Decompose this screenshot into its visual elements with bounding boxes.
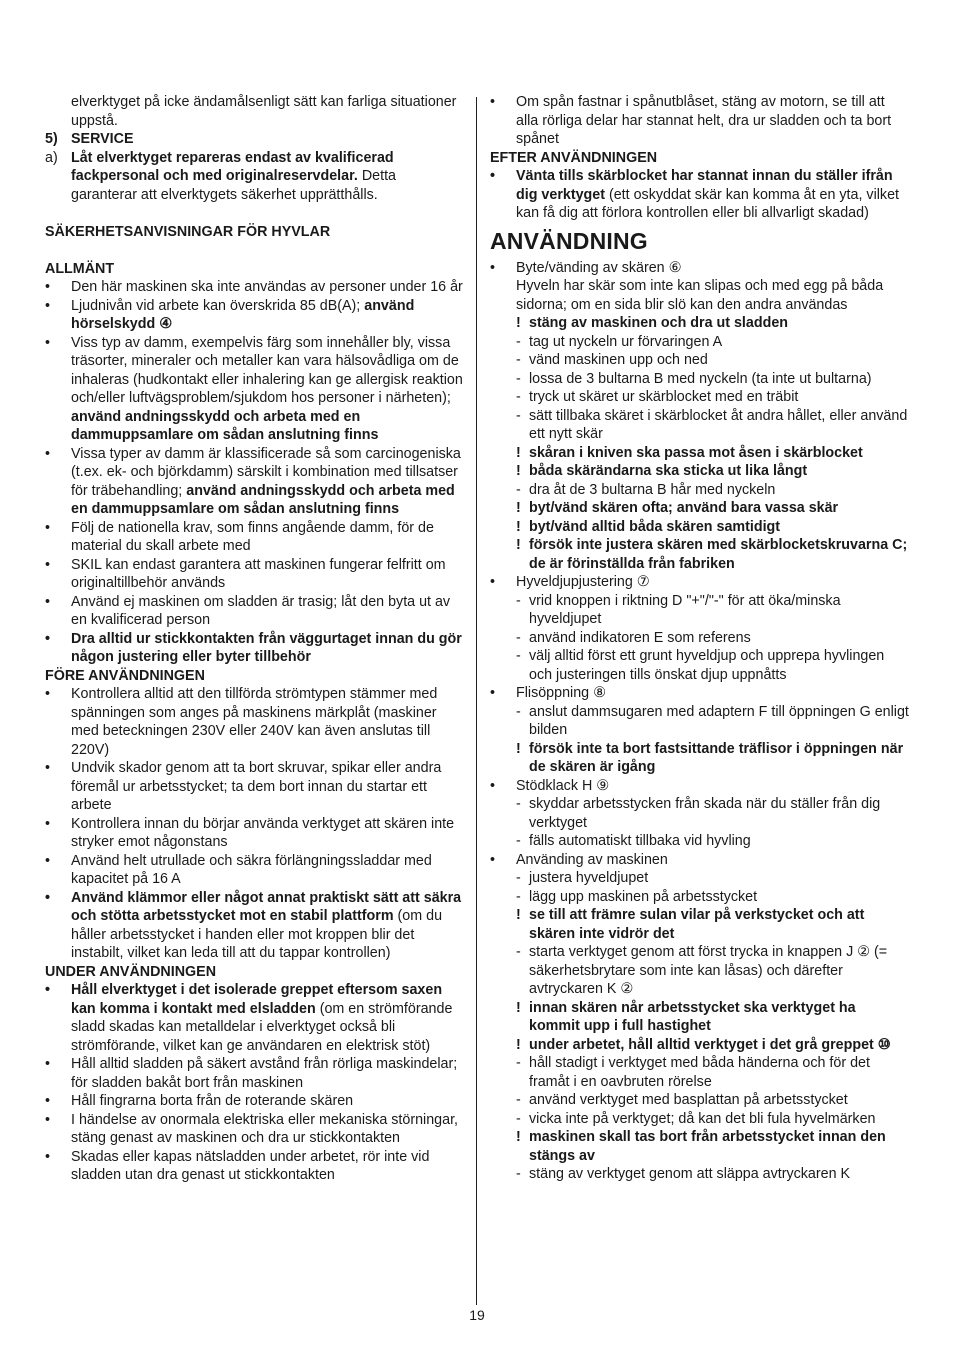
after-use-heading: EFTER ANVÄNDNINGEN [490, 149, 658, 166]
usage-heading: ANVÄNDNING [490, 227, 648, 254]
service-heading: 5) SERVICE [45, 131, 134, 147]
step-item: - anslut dammsugaren med adaptern F till öppningen G enligt bilden [516, 703, 909, 738]
step-item: - tryck ut skäret ur skärblocket med en träbit [516, 389, 799, 405]
step-item: - vicka inte på verktyget; då kan det bli fula hyvelmärken [516, 1110, 876, 1127]
list-item: • Skadas eller kapas nätsladden under arbetet, rör inte vid sladden utan dra genast ut stickkontakten [45, 1148, 430, 1183]
step-item: - håll stadigt i verktyget med båda händerna och för det framåt i en oavbruten rörelse [516, 1055, 870, 1090]
page-number: 19 [469, 1307, 485, 1323]
list-item: • Använd klämmor eller något annat praktiskt sätt att säkra och stötta arbetsstycket mot en stabil plattform (om du håller arbetsstycket i handen eller mot kroppen blir det instabilt, vilket kan leda till att du tappar kontrollen) [45, 889, 462, 961]
safety-heading: SÄKERHETSANVISNINGAR FÖR HYVLAR [45, 223, 331, 240]
list-item: • Vänta tills skärblocket har stannat innan du ställer ifrån dig verktyget (ett oskyddat skär kan komma åt en yta, vilket kan få dig att förlora kontrollen eller bli allvarligt skadad) [490, 168, 900, 221]
warning-item: ! maskinen skall tas bort från arbetsstycket innan den stängs av [516, 1129, 886, 1164]
step-item: - justera hyveldjupet [516, 870, 649, 886]
step-item: - använd verktyget med basplattan på arbetsstycket [516, 1092, 848, 1108]
list-item: • I händelse av onormala elektriska eller mekaniska störningar, stäng genast av maskinen och dra ur stickkontakten [45, 1111, 459, 1146]
warning-item: ! byt/vänd alltid båda skären samtidigt [516, 518, 781, 535]
list-item: • Dra alltid ur stickkontakten från väggurtaget innan du gör någon justering eller byter tillbehör [45, 630, 462, 665]
right-column [490, 93, 910, 1184]
step-item: - fälls automatiskt tillbaka vid hyvling [516, 833, 751, 849]
list-item: • Vissa typer av damm är klassificerade så som carcinogeniska (t.ex. ek- och björkdamm) särskilt i kombination med tillsatser för träbehandling; använd andningsskydd och arbeta med en dammuppsamlare om sådan anslutning finns [45, 445, 461, 517]
usage-item-depth: • Hyveldjupjustering ⑦ [490, 574, 650, 590]
list-item: • SKIL kan endast garantera att maskinen fungerar felfritt om originaltillbehör används [45, 556, 446, 591]
list-item: • Viss typ av damm, exempelvis färg som innehåller bly, vissa träsorter, mineraler och metaller kan vara hälsovådliga om de inhaleras (hudkontakt eller inhalering kan ge allergisk reaktion och/eller luftvägsproblem/sjukdom hos personer i närheten); använd andningsskydd och arbeta med en dammuppsamlare om sådan anslutning finns [45, 334, 463, 443]
list-item: • Håll elverktyget i det isolerade greppet eftersom saxen kan komma i kontakt med elsladden (om en strömförande sladd skadas kan metalldelar i elverktyget också bli strömförande, vilket kan ge användaren en elektrisk stöt) [45, 982, 453, 1054]
warning-item: ! försök inte ta bort fastsittande träflisor i öppningen när de skären är igång [516, 740, 904, 775]
warning-item: ! stäng av maskinen och dra ut sladden [516, 315, 789, 331]
warning-item: ! byt/vänd skären ofta; använd bara vassa skär [516, 500, 839, 516]
list-item: • Kontrollera alltid att den tillförda strömtypen stämmer med spänningen som anges på maskinens märkplåt (maskiner med beteckningen 230V eller 240V kan även anslutas till 220V) [45, 686, 438, 758]
column-divider [476, 97, 477, 1305]
list-item: • Kontrollera innan du börjar använda verktyget att skären inte stryker emot någonstans [45, 815, 455, 850]
usage-item-support: • Stödklack H ⑨ [490, 777, 610, 794]
step-item: - sätt tillbaka skäret i skärblocket åt andra hållet, eller använd ett nytt skär [516, 407, 908, 442]
step-item: - starta verktyget genom att först trycka in knappen J ② (= säkerhetsbrytare som inte kan låsas) och därefter avtryckaren K ② [516, 944, 888, 997]
step-item: - vrid knoppen i riktning D "+"/"-" för att öka/minska hyveldjupet [516, 592, 841, 627]
service-item-a: a) Låt elverktyget repareras endast av kvalificerad fackpersonal och med originalreservdelar. Detta garanterar att elverktygets säkerhet upprätthålls. [45, 149, 397, 203]
step-item: - använd indikatoren E som referens [516, 629, 751, 646]
warning-item: ! skåran i kniven ska passa mot åsen i skärblocket [516, 444, 863, 461]
left-column [45, 93, 463, 1185]
list-item: • Ljudnivån vid arbete kan överskrida 85 dB(A); använd hörselskydd ④ [45, 297, 415, 332]
list-item: • Använd ej maskinen om sladden är trasig; låt den byta ut av en kvalificerad person [45, 593, 451, 628]
before-use-heading: FÖRE ANVÄNDNINGEN [45, 667, 205, 684]
usage-item-operation: • Använding av maskinen [490, 851, 668, 868]
during-use-heading: UNDER ANVÄNDNINGEN [45, 963, 217, 980]
usage-item-blades: • Byte/vänding av skären ⑥ [490, 259, 682, 276]
step-item: - tag ut nyckeln ur förvaringen A [516, 333, 723, 350]
list-item: • Undvik skador genom att ta bort skruvar, spikar eller andra föremål ur arbetsstycket; ta dem bort innan du startar ett arbete [45, 760, 442, 813]
warning-item: ! se till att främre sulan vilar på verkstycket och att skären inte vidrör det [516, 907, 865, 942]
usage-item-chip-opening: • Flisöppning ⑧ [490, 685, 606, 701]
step-item: - skyddar arbetsstycken från skada när du ställer från dig verktyget [516, 796, 881, 831]
step-item: - dra åt de 3 bultarna B hår med nyckeln [516, 481, 776, 498]
list-item: • Håll fingrarna borta från de roterande skären [45, 1093, 354, 1109]
warning-item: ! under arbetet, håll alltid verktyget i det grå greppet ⑩ [516, 1036, 891, 1053]
list-item: • Följ de nationella krav, som finns angående damm, för de material du skall arbete med [45, 519, 434, 554]
step-item: - lägg upp maskinen på arbetsstycket [516, 888, 758, 905]
step-item: - välj alltid först ett grunt hyveldjup och upprepa hyvlingen och justeringen tills önskat djup uppnåtts [516, 648, 885, 683]
blade-description: Hyveln har skär som inte kan slipas och med egg på båda sidorna; om en sida blir slö kan den andra användas [516, 278, 884, 313]
list-item: • Håll alltid sladden på säkert avstånd från rörliga maskindelar; för sladden bakåt bort från maskinen [45, 1056, 458, 1091]
step-item: - lossa de 3 bultarna B med nyckeln (ta inte ut bultarna) [516, 370, 872, 387]
list-item: • Den här maskinen ska inte användas av personer under 16 år [45, 279, 463, 295]
list-item: • Använd helt utrullade och säkra förlängningssladdar med kapacitet på 16 A [45, 852, 432, 887]
list-item: • Om spån fastnar i spånutblåset, stäng av motorn, se till att alla rörliga delar har stannat helt, dra ur sladden och ta bort spånet [490, 94, 892, 147]
warning-item: ! båda skärändarna ska sticka ut lika långt [516, 463, 808, 479]
warning-item: ! försök inte justera skären med skärblocketskruvarna C; de är förinställda från fabriken [516, 537, 908, 572]
general-heading: ALLMÄNT [45, 260, 115, 277]
intro-text: elverktyget på icke ändamålsenligt sätt kan farliga situationer uppstå. [71, 94, 457, 129]
step-item: - stäng av verktyget genom att släppa avtryckaren K [516, 1166, 851, 1182]
warning-item: ! innan skären når arbetsstycket ska verktyget ha kommit upp i full hastighet [516, 999, 856, 1034]
step-item: - vänd maskinen upp och ned [516, 352, 708, 368]
